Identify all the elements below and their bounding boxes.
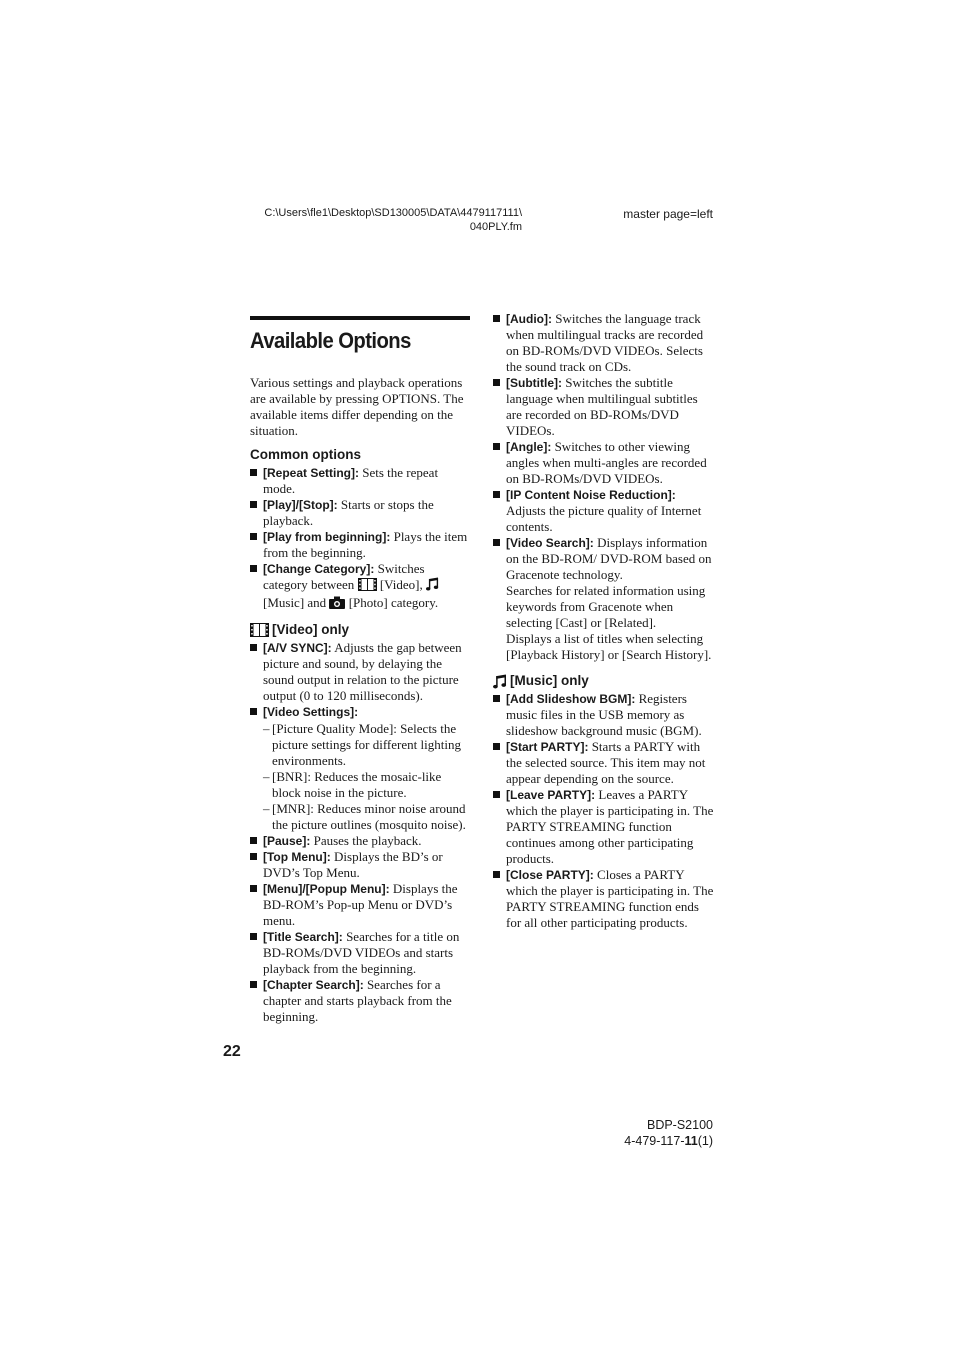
option-desc: Displays the BD’s or DVD’s Top Menu. [263,849,443,880]
option-desc: Pauses the playback. [313,833,422,848]
option-key: [Close PARTY]: [506,868,594,882]
sub-item: – [Picture Quality Mode]: Selects the picture settings for different lighting environments. [263,721,470,769]
camera-icon [329,596,345,613]
option-key: [Repeat Setting]: [263,466,359,480]
option-key: [IP Content Noise Reduction]: [506,488,676,502]
option-desc: Switches to other viewing angles when multi-angles are recorded on BD-ROMs/DVD VIDEOs. [506,439,707,486]
option-desc: Starts a PARTY with the selected source. This item may not appear depending on the source. [506,739,706,786]
right-column [493,311,715,931]
music-only-heading [493,672,715,690]
option-desc: Leaves a PARTY which the player is participating in. The PARTY STREAMING function continues among other participating products. [506,787,714,866]
list-item [250,704,470,833]
list-item [493,787,715,867]
list-item [250,465,470,497]
footer-model: BDP-S2100 [646,1118,713,1132]
option-desc-video: [Video], [379,577,423,592]
list-item [493,311,715,375]
option-desc-photo: [Photo] category. [348,595,439,610]
video-only-heading [250,621,470,639]
option-desc: Closes a PARTY which the player is participating in. The PARTY STREAMING function ends for all other participating products. [506,867,714,930]
list-item [493,739,715,787]
video-options-list-left [250,640,470,1025]
list-item [493,439,715,487]
page-title: Available Options [250,328,411,353]
option-key: [Top Menu]: [263,850,331,864]
list-item [250,640,470,704]
header-master-page: master page=left [623,207,713,221]
option-desc: Switches category between [263,561,425,592]
option-desc: Adjusts the picture quality of Internet contents. [506,503,702,534]
list-item [493,867,715,931]
common-options-heading [250,446,470,464]
footer-code-bold: 11 [684,1134,698,1148]
option-desc: Searches for a chapter and starts playback from the beginning. [263,977,452,1024]
title-rule [250,316,470,320]
option-key: [Angle]: [506,440,552,454]
list-item [250,833,470,849]
list-item [493,691,715,739]
list-item [250,977,470,1025]
option-key: [A/V SYNC]: [263,641,332,655]
header-path-line-2: 040PLY.fm [469,220,522,233]
film-icon [358,578,377,595]
option-extra-text: Displays a list of titles when selecting [Playback History] or [Search History]. [506,631,712,662]
list-item [250,497,470,529]
option-key: [Leave PARTY]: [506,788,596,802]
option-key: [Menu]/[Popup Menu]: [263,882,390,896]
option-key: [Chapter Search]: [263,978,364,992]
option-key: [Play]/[Stop]: [263,498,338,512]
list-item [250,529,470,561]
option-desc-music: [Music] and [263,595,327,610]
option-key: [Play from beginning]: [263,530,391,544]
option-desc: Displays information on the BD-ROM/ DVD-ROM based on Gracenote technology. [506,535,712,582]
option-desc: Displays the BD-ROM’s Pop-up Menu or DVD’s menu. [263,881,458,928]
footer-code [560,1133,713,1149]
sub-item: – [BNR]: Reduces the mosaic-like block noise in the picture. [263,769,470,801]
option-desc: Plays the item from the beginning. [263,529,468,560]
option-key: [Video Search]: [506,536,594,550]
list-item [493,375,715,439]
footer-code-suffix: (1) [697,1134,713,1148]
option-desc: Starts or stops the playback. [263,497,434,528]
header-path-line-1: C:\Users\fle1\Desktop\SD130005\DATA\4479117111\ [264,207,522,219]
list-item [250,881,470,929]
option-desc: Registers music files in the USB memory as slideshow background music (BGM). [506,691,702,738]
option-desc: Adjusts the gap between picture and sound, by delaying the sound output in relation to the picture output (0 to 120 milliseconds). [263,640,462,703]
common-options-list [250,465,470,613]
option-key: [Title Search]: [263,930,343,944]
list-item [250,849,470,881]
option-desc: Switches the subtitle language when multilingual subtitles are recorded on BD-ROMs/DVD VIDEOs. [506,375,698,438]
video-only-heading-text: [Video] only [272,622,350,637]
option-key: [Audio]: [506,312,552,326]
option-key: [Pause]: [263,834,311,848]
music-only-heading-text: [Music] only [510,673,589,688]
option-extra-text: Searches for related information using keywords from Gracenote when selecting [Cast] or [Related]. [506,583,706,630]
option-key: [Video Settings]: [263,705,359,719]
music-options-list [493,691,715,931]
option-desc: Sets the repeat mode. [263,465,439,496]
common-options-heading-text: Common options [250,447,361,462]
header-file-path [230,207,522,234]
footer-code-prefix: 4-479-117- [624,1134,685,1148]
film-icon [250,623,269,637]
option-key: [Change Category]: [263,562,375,576]
page-number: 22 [223,1043,241,1060]
music-note-icon [426,577,439,595]
sub-item: – [MNR]: Reduces minor noise around the picture outlines (mosquito noise). [263,801,470,833]
music-note-icon [493,674,507,689]
option-key: [Start PARTY]: [506,740,589,754]
video-options-list-right [493,311,715,663]
list-item [250,561,470,613]
list-item [493,535,715,663]
left-column [250,316,470,1025]
list-item [493,487,715,535]
option-key: [Add Slideshow BGM]: [506,692,636,706]
option-desc: Searches for a title on BD-ROMs/DVD VIDEOs and starts playback from the beginning. [263,929,460,976]
video-settings-sublist [263,721,470,833]
option-key: [Subtitle]: [506,376,562,390]
option-desc: Switches the language track when multilingual tracks are recorded on BD-ROMs/DVD VIDEOs. Selects the sound track on CDs. [506,311,704,374]
list-item [250,929,470,977]
intro-paragraph: Various settings and playback operations are available by pressing OPTIONS. The available items differ depending on the situation. [250,375,464,438]
